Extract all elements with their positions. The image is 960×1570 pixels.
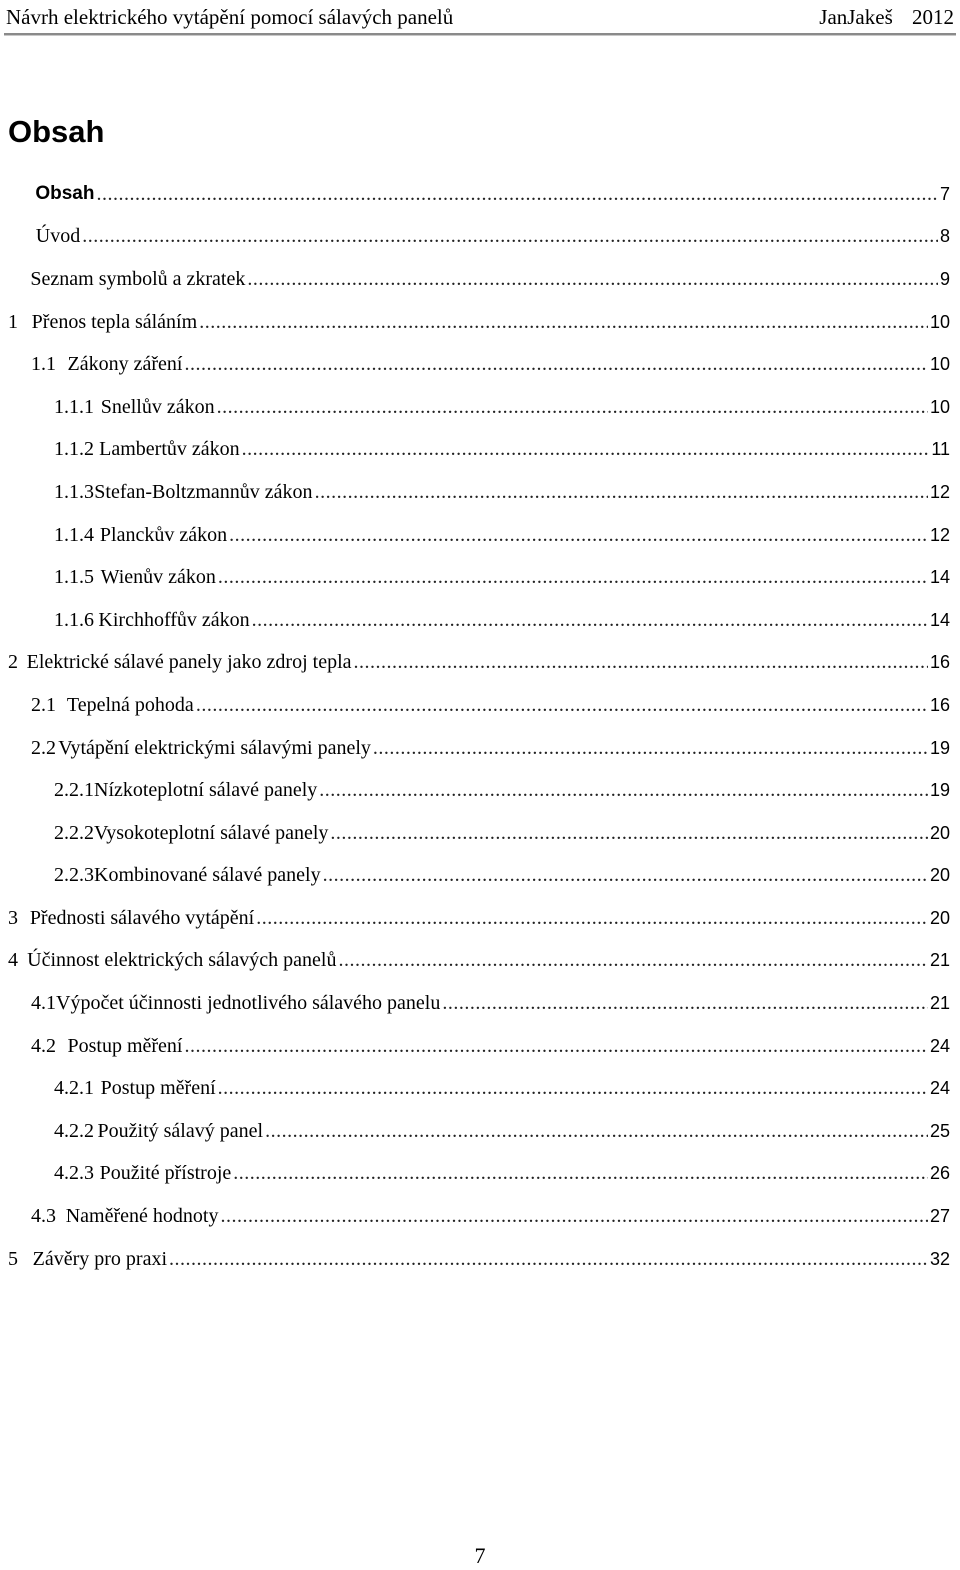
toc-entry-number: 1.1.2 bbox=[54, 438, 94, 461]
dot-leader bbox=[184, 353, 928, 376]
dot-leader bbox=[199, 311, 928, 334]
toc-entry-number: 4.2.3 bbox=[54, 1162, 94, 1185]
toc-entry[interactable] bbox=[8, 1067, 950, 1110]
dot-leader bbox=[218, 566, 928, 589]
dot-leader bbox=[442, 992, 928, 1015]
toc-entry-page: 11 bbox=[931, 439, 950, 460]
dot-leader bbox=[82, 225, 938, 248]
toc-entry[interactable] bbox=[8, 812, 950, 855]
toc-entry[interactable] bbox=[8, 855, 950, 898]
toc-entry[interactable] bbox=[8, 556, 950, 599]
toc-entry-number: 2.1 bbox=[31, 693, 56, 716]
toc-entry-page: 27 bbox=[929, 1206, 950, 1227]
dot-leader bbox=[220, 1205, 928, 1228]
toc-entry-number: 1.1.4 bbox=[54, 523, 94, 546]
toc-entry-title: Planckův zákon bbox=[99, 523, 228, 546]
toc-entry-page: 32 bbox=[929, 1248, 950, 1269]
toc-entry-title: Naměřené hodnoty bbox=[65, 1205, 219, 1228]
year: 2012 bbox=[912, 5, 954, 29]
toc-entry-page: 7 bbox=[939, 183, 950, 204]
toc-entry-number: 2.2.2 bbox=[54, 821, 94, 844]
toc-entry[interactable] bbox=[8, 727, 950, 770]
table-of-contents bbox=[8, 173, 950, 1280]
dot-leader bbox=[252, 609, 928, 632]
header-meta bbox=[819, 4, 954, 30]
dot-leader bbox=[169, 1248, 928, 1271]
toc-entry-number: 4 bbox=[8, 949, 18, 972]
toc-entry[interactable] bbox=[8, 1025, 950, 1068]
toc-entry[interactable] bbox=[8, 301, 950, 344]
author-name: JanJakeš bbox=[819, 5, 893, 29]
toc-entry-number: 2.2.3 bbox=[54, 864, 94, 887]
running-header bbox=[6, 0, 954, 30]
toc-entry[interactable] bbox=[8, 471, 950, 514]
toc-entry[interactable] bbox=[8, 343, 950, 386]
toc-entry-page: 21 bbox=[929, 950, 950, 971]
toc-entry-title: Elektrické sálavé panely jako zdroj tepla bbox=[26, 651, 352, 674]
toc-entry-page: 12 bbox=[929, 481, 950, 502]
toc-entry-page: 24 bbox=[929, 1078, 950, 1099]
toc-entry-number: 4.3 bbox=[31, 1205, 56, 1228]
toc-entry-page: 25 bbox=[929, 1120, 950, 1141]
toc-entry-number: 1.1.3 bbox=[54, 480, 94, 503]
toc-entry-title: Vytápění elektrickými sálavými panely bbox=[58, 736, 371, 759]
toc-entry-page: 8 bbox=[939, 226, 950, 247]
toc-entry-title: Postup měření bbox=[67, 1034, 183, 1057]
dot-leader bbox=[354, 651, 928, 674]
toc-entry-title: Tepelná pohoda bbox=[66, 693, 194, 716]
toc-entry-page: 12 bbox=[929, 524, 950, 545]
dot-leader bbox=[330, 822, 928, 845]
toc-entry-page: 20 bbox=[929, 822, 950, 843]
toc-entry-title: Postup měření bbox=[100, 1077, 216, 1100]
toc-entry-title: Stefan-Boltzmannův zákon bbox=[94, 480, 313, 503]
dot-leader bbox=[242, 438, 930, 461]
dot-leader bbox=[247, 268, 938, 291]
toc-entry-number: 2.2 bbox=[31, 736, 56, 759]
toc-entry-title: Kirchhoffův zákon bbox=[98, 608, 250, 631]
toc-entry-number: 3 bbox=[8, 906, 18, 929]
toc-entry[interactable] bbox=[8, 1110, 950, 1153]
toc-entry[interactable] bbox=[8, 1153, 950, 1196]
toc-entry-number: 4.2.1 bbox=[54, 1077, 94, 1100]
dot-leader bbox=[323, 864, 928, 887]
toc-entry-title: Vysokoteplotní sálavé panely bbox=[94, 821, 329, 844]
toc-entry-title: Kombinované sálavé panely bbox=[94, 864, 321, 887]
toc-entry[interactable] bbox=[8, 216, 950, 259]
dot-leader bbox=[315, 481, 928, 504]
toc-entry-page: 16 bbox=[929, 694, 950, 715]
dot-leader bbox=[96, 183, 938, 206]
toc-entry-page: 20 bbox=[929, 865, 950, 886]
toc-entry-page: 16 bbox=[929, 652, 950, 673]
toc-entry[interactable] bbox=[8, 173, 950, 216]
toc-entry[interactable] bbox=[8, 386, 950, 429]
toc-entry-title: Obsah bbox=[35, 183, 95, 205]
toc-entry-number: 2 bbox=[8, 651, 18, 674]
toc-entry-number: 5 bbox=[8, 1247, 18, 1270]
toc-entry-page: 26 bbox=[929, 1163, 950, 1184]
toc-entry[interactable] bbox=[8, 982, 950, 1025]
toc-entry-title: Účinnost elektrických sálavých panelů bbox=[27, 949, 337, 972]
toc-entry[interactable] bbox=[8, 940, 950, 983]
toc-entry-number: 1 bbox=[8, 310, 18, 333]
toc-entry-number: 1.1 bbox=[31, 353, 56, 376]
toc-entry[interactable] bbox=[8, 1195, 950, 1238]
dot-leader bbox=[319, 779, 928, 802]
toc-entry-title: Úvod bbox=[35, 225, 81, 248]
toc-entry-title: Snellův zákon bbox=[100, 395, 215, 418]
toc-entry-page: 14 bbox=[929, 567, 950, 588]
document-title: Návrh elektrického vytápění pomocí sálavých panelů bbox=[6, 5, 454, 29]
toc-entry-number: 1.1.6 bbox=[54, 608, 94, 631]
toc-entry[interactable] bbox=[8, 599, 950, 642]
toc-entry-page: 19 bbox=[929, 737, 950, 758]
dot-leader bbox=[233, 1162, 928, 1185]
dot-leader bbox=[217, 396, 928, 419]
toc-entry-title: Zákony záření bbox=[67, 353, 183, 376]
toc-entry-page: 24 bbox=[929, 1035, 950, 1056]
toc-entry-title: Přednosti sálavého vytápění bbox=[29, 906, 255, 929]
toc-entry[interactable] bbox=[8, 429, 950, 472]
toc-entry-title: Výpočet účinnosti jednotlivého sálavého panelu bbox=[56, 992, 441, 1015]
toc-entry-number: 4.1 bbox=[31, 992, 56, 1015]
dot-leader bbox=[196, 694, 928, 717]
toc-entry[interactable] bbox=[8, 684, 950, 727]
toc-entry-title: Závěry pro praxi bbox=[32, 1247, 168, 1270]
toc-entry-page: 20 bbox=[929, 907, 950, 928]
toc-entry-title: Použitý sálavý panel bbox=[97, 1119, 264, 1142]
toc-entry-title: Přenos tepla sáláním bbox=[31, 310, 198, 333]
dot-leader bbox=[338, 949, 927, 972]
toc-entry-page: 10 bbox=[929, 354, 950, 375]
toc-entry-title: Lambertův zákon bbox=[99, 438, 240, 461]
toc-entry[interactable] bbox=[8, 1238, 950, 1281]
toc-entry[interactable] bbox=[8, 514, 950, 557]
toc-entry[interactable] bbox=[8, 897, 950, 940]
toc-entry-title: Seznam symbolů a zkratek bbox=[30, 267, 246, 290]
toc-entry-page: 9 bbox=[939, 268, 950, 289]
toc-entry-number: 2.2.1 bbox=[54, 779, 94, 802]
toc-entry-title: Nízkoteplotní sálavé panely bbox=[94, 779, 318, 802]
toc-entry[interactable] bbox=[8, 642, 950, 685]
dot-leader bbox=[373, 737, 928, 760]
toc-entry-page: 21 bbox=[929, 993, 950, 1014]
toc-entry-number: 1.1.5 bbox=[54, 566, 94, 589]
toc-entry[interactable] bbox=[8, 258, 950, 301]
toc-entry[interactable] bbox=[8, 769, 950, 812]
dot-leader bbox=[265, 1120, 928, 1143]
page-number: 7 bbox=[474, 1543, 486, 1568]
toc-entry-title: Wienův zákon bbox=[100, 566, 216, 589]
toc-entry-page: 19 bbox=[929, 780, 950, 801]
page-title: Obsah bbox=[8, 114, 105, 149]
toc-entry-number: 4.2.2 bbox=[54, 1119, 94, 1142]
header-divider bbox=[4, 33, 956, 36]
dot-leader bbox=[184, 1035, 927, 1058]
toc-entry-number: 1.1.1 bbox=[54, 395, 94, 418]
dot-leader bbox=[256, 907, 928, 930]
toc-entry-page: 14 bbox=[929, 609, 950, 630]
dot-leader bbox=[229, 524, 928, 547]
toc-entry-page: 10 bbox=[929, 396, 950, 417]
dot-leader bbox=[218, 1077, 928, 1100]
toc-entry-page: 10 bbox=[929, 311, 950, 332]
toc-entry-title: Použité přístroje bbox=[99, 1162, 232, 1185]
toc-entry-number: 4.2 bbox=[31, 1034, 56, 1057]
